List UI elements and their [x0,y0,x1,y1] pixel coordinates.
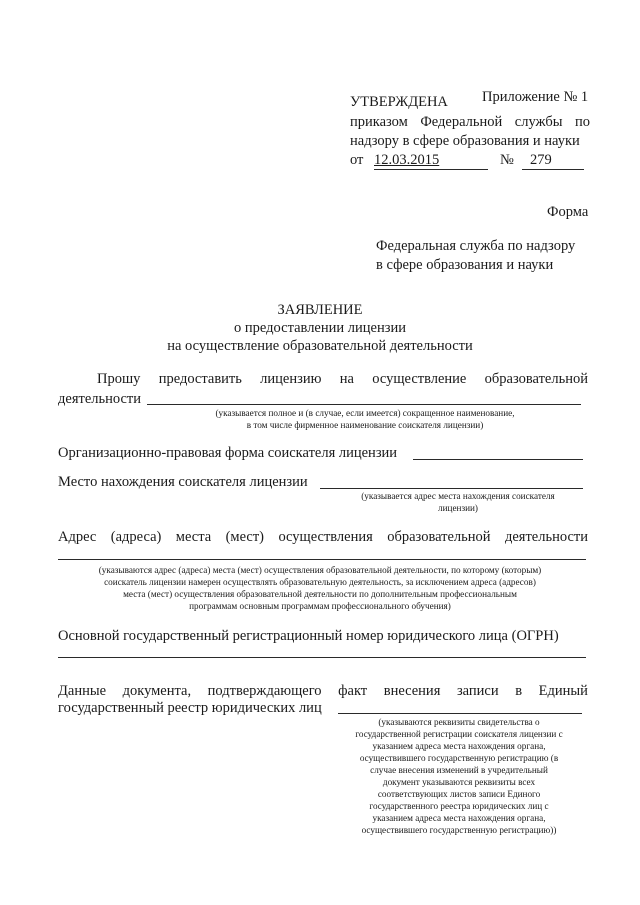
order-word: приказом [350,114,408,130]
number-prefix: № [500,152,514,168]
address-hint-2: соискатель лицензии намерен осуществлять образовательную деятельность, за исключением адреса (адресов) [104,577,536,587]
egrul-hint-2: государственной регистрации соискателя лицензии с [355,729,563,739]
agency-line-1: Федеральная служба по надзору [376,238,576,254]
egrul-hint-6: документ указываются реквизиты всех [382,777,536,787]
agency-line-2: в сфере образования и науки [376,257,554,273]
request-word: Прошу [97,371,141,387]
location-hint-2: лицензии) [438,503,478,513]
address-word: осуществления [278,529,373,545]
ogrn-label: Основной государственный регистрационный номер юридического лица (ОГРН) [58,628,559,644]
request-word: осуществление [372,371,467,387]
order-date: 12.03.2015 [374,152,440,168]
date-underline [374,169,488,170]
address-word: места [175,529,212,545]
egrul-word: записи [456,683,499,699]
address-hint-4: программам основным программам профессионального обучения) [189,601,451,611]
egrul-hint-1: (указываются реквизиты свидетельства о [378,717,540,727]
number-underline [522,169,584,170]
egrul-word: подтверждающего [207,683,322,699]
document-title: ЗАЯВЛЕНИЕ [277,302,363,318]
order-word: службы [514,114,563,130]
order-line-2: надзору в сфере образования и науки [350,133,580,149]
address-label [58,529,588,546]
request-word: лицензию [260,371,322,387]
form-label: Форма [547,204,589,220]
egrul-hint-5: случае внесения изменений в учредительный [370,765,548,775]
egrul-hint-10: осуществившего государственную регистрацию)) [361,825,557,835]
address-word: (мест) [225,529,264,545]
egrul-hint-7: соответствующих листов записи Единого [377,789,541,799]
ogrn-field[interactable] [58,657,586,658]
org-name-hint-1: (указывается полное и (в случае, если имеется) сокращенное наименование, [215,408,515,418]
egrul-hint-8: государственного реестра юридических лиц с [369,801,549,811]
address-word: образовательной [387,529,491,545]
org-name-hint-2: в том числе фирменное наименование соискателя лицензии) [246,420,484,430]
appendix-label: Приложение № 1 [482,89,589,105]
org-name-field[interactable] [147,404,581,405]
approved-heading: УТВЕРЖДЕНА [350,94,448,110]
order-number: 279 [530,152,552,168]
org-form-label: Организационно-правовая форма соискателя лицензии [58,445,398,461]
request-word: на [339,371,354,387]
egrul-word: внесения [383,683,441,699]
location-label: Место нахождения соискателя лицензии [58,474,308,490]
address-field[interactable] [58,559,586,560]
date-prefix: от [350,152,364,168]
request-word: предоставить [158,371,242,387]
egrul-hint-4: осуществившего государственную регистрацию (в [359,753,559,763]
address-word: деятельности [504,529,588,545]
address-word: Адрес [58,529,97,545]
order-word: Федеральной [420,114,503,130]
egrul-word: документа, [122,683,192,699]
location-field[interactable] [320,488,583,489]
request-word: образовательной [484,371,588,387]
egrul-word: Единый [538,683,588,699]
address-hint-1: (указываются адрес (адреса) места (мест) осуществления образовательной деятельности, по которому (которым) [98,565,542,575]
location-hint-1: (указывается адрес места нахождения соискателя [361,491,555,501]
egrul-word: факт [338,683,368,699]
address-word: (адреса) [110,529,162,545]
egrul-word: Данные [58,683,107,699]
request-line-1 [97,371,588,388]
egrul-field[interactable] [338,713,582,714]
org-form-field[interactable] [413,459,583,460]
document-subtitle-1: о предоставлении лицензии [234,320,406,336]
egrul-word: в [515,683,523,699]
order-line-1 [350,114,590,131]
egrul-line-1 [58,683,588,700]
order-word: по [574,114,590,130]
request-line-2: деятельности [58,391,142,407]
document-subtitle-2: на осуществление образовательной деятельности [167,338,473,354]
egrul-hint-9: указанием адреса места нахождения органа, [372,813,546,823]
address-hint-3: места (мест) осуществления образовательной деятельности по дополнительным профессиональным [123,589,517,599]
egrul-line-2: государственный реестр юридических лиц [58,700,322,716]
egrul-hint-3: указанием адреса места нахождения органа, [372,741,546,751]
